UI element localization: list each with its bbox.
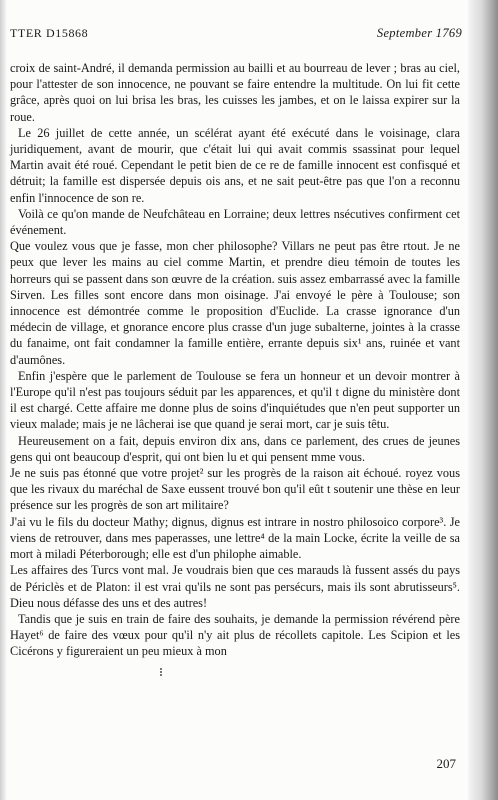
letter-body	[10, 60, 460, 660]
paragraph: Les affaires des Turcs vont mal. Je voudrais bien que ces marauds là fussent assés du pays de Périclès et de Platon: il est vrai qu'ils ne sont pas persécurs, mais ils sont abrutisseurs⁵. Dieu nous défasse des uns et des autres!	[10, 563, 460, 610]
paragraph: Voilà ce qu'on mande de Neufchâteau en Lorraine; deux lettres nsécutives confirment cet événement.	[10, 206, 460, 238]
paragraph: croix de saint-André, il demanda permission au bailli et au bourreau de lever ; bras au ciel, pour l'attester de son innocence, ne pouvant se faire entendre la multitude. On lui fit cette grâce, après quoi on lui brisa les bras, les cuisses les jambes, et on le laissa expirer sur la roue.	[10, 61, 460, 124]
paragraph: Que voulez vous que je fasse, mon cher philosophe? Villars ne peut pas être rtout. Je ne peux que lever les mains au ciel comme Martin, et prendre dieu témoin de toutes les horreurs qui se passent dans son œuvre de la création. suis assez embarrassé avec la famille Sirven. Les filles sont encore dans mon oisinage. J'ai envoyé le père à Toulouse; son innocence est démontrée comme le proposition d'Euclide. La crasse ignorance d'un médecin de village, et gnorance encore plus crasse d'un juge subalterne, jointes à la crasse du fanaime, ont fait condamner la famille entière, errante depuis six¹ ans, ruinée et vant d'aumônes.	[10, 239, 460, 367]
page-left-edge	[0, 0, 6, 800]
paragraph: Je ne suis pas étonné que votre projet² sur les progrès de la raison ait échoué. royez vous que les rivaux du maréchal de Saxe eussent trouvé bon qu'il eût t soutenir une thèse en leur présence sur les progrès de son art militaire?	[10, 466, 460, 513]
paragraph: Enfin j'espère que le parlement de Toulouse se fera un honneur et un devoir montrer à l'Europe qu'il n'est pas toujours séduit par les apparences, et qu'il t digne du ministère dont il est chargé. Cette affaire me donne plus de soins d'inquiétudes que n'en peut supporter un vieux malade; mais je ne lâcherai ise que quand je serai mort, car je suis têtu.	[10, 368, 460, 432]
running-head-right: September 1769	[376, 26, 462, 40]
running-header	[10, 26, 462, 44]
paragraph: Tandis que je suis en train de faire des souhaits, je demande la permission révérend père Hayet⁶ de faire des vœux pour qu'il n'y ait plus de récollets capitole. Les Scipion et les Cicérons y figureraient un peu mieux à mon	[10, 611, 460, 659]
scan-mark	[160, 668, 165, 676]
page-right-shadow	[468, 0, 498, 800]
paragraph: J'ai vu le fils du docteur Mathy; dignus, dignus est intrare in nostro philosoico corpore³. Je viens de retrouver, dans mes paperasses, une lettre⁴ de la main Locke, écrite la veille de sa mort à miladi Péterborough; elle est d'un philophe aimable.	[10, 514, 460, 562]
page-number: 207	[436, 756, 456, 771]
running-head-left: TTER D15868	[10, 26, 89, 40]
paragraph: Heureusement on a fait, depuis environ dix ans, dans ce parlement, des crues de jeunes gens qui ont beaucoup d'esprit, qui ont bien lu et qui pensent mme vous.	[10, 433, 460, 464]
paragraph: Le 26 juillet de cette année, un scélérat ayant été exécuté dans le voisinage, clara juridiquement, avant de mourir, que c'était lui qui avait commis ssassinat pour lequel Martin avait été roué. Cependant le petit bien de ce re de famille innocent est confisqué et détruit; la famille est dispersée depuis ois ans, et ne sait peut-être pas que l'on a reconnu enfin l'innocence de son re.	[10, 125, 460, 205]
